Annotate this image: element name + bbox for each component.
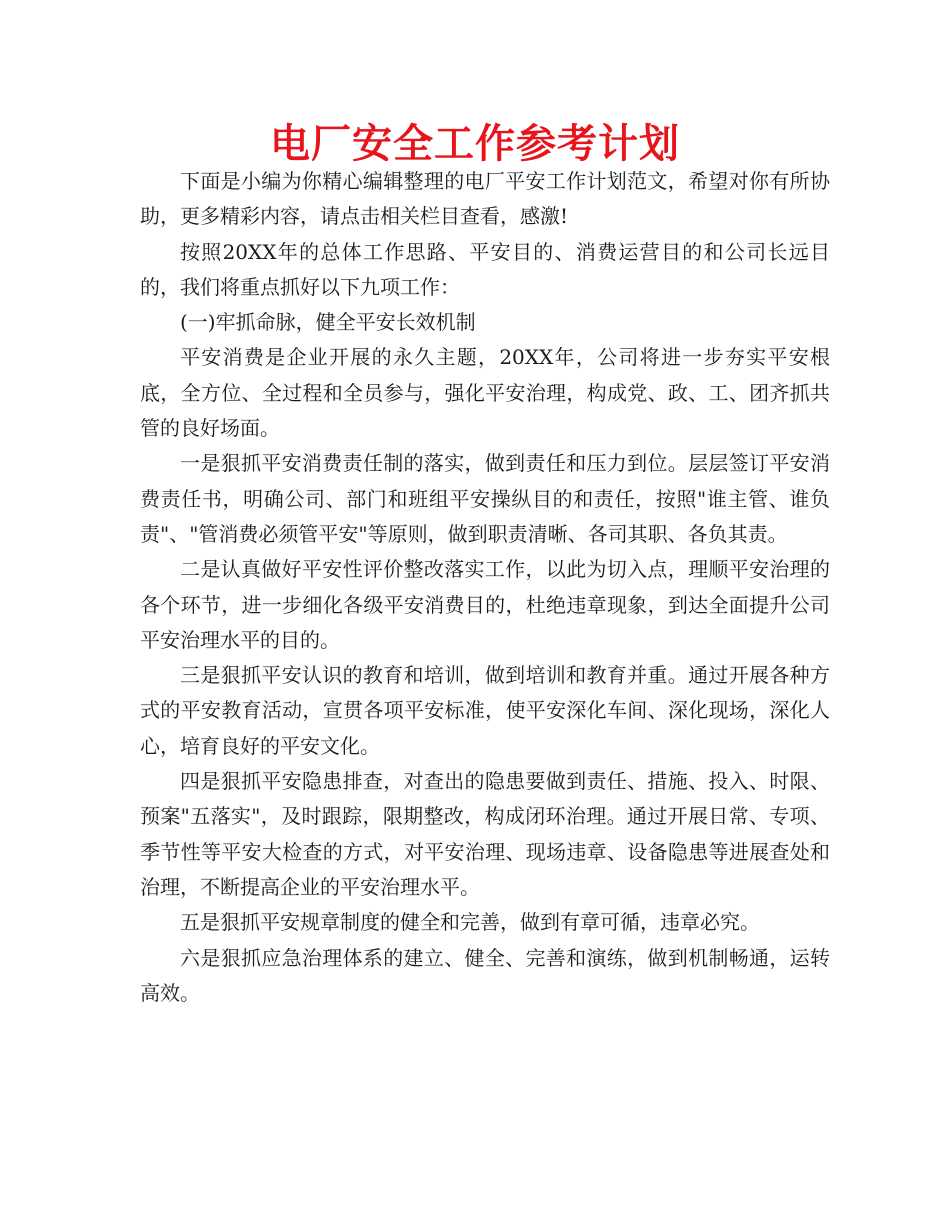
paragraph-intro: 下面是小编为你精心编辑整理的电厂平安工作计划范文，希望对你有所协助，更多精彩内容，请点击相关栏目查看，感激!	[140, 169, 830, 229]
section-heading-1: (一)牢抓命脉，健全平安长效机制	[180, 310, 476, 335]
paragraph-item-2: 二是认真做好平安性评价整改落实工作，以此为切入点，理顺平安治理的各个环节，进一步细化各级平安消费目的，杜绝违章现象，到达全面提升公司平安治理水平的目的。	[140, 557, 830, 652]
paragraph-overview: 按照20XX年的总体工作思路、平安目的、消费运营目的和公司长远目的，我们将重点抓好以下九项工作：	[140, 239, 830, 299]
paragraph-item-5: 五是狠抓平安规章制度的健全和完善，做到有章可循，违章必究。	[180, 910, 760, 935]
paragraph-item-6: 六是狠抓应急治理体系的建立、健全、完善和演练，做到机制畅通，运转高效。	[140, 945, 830, 1005]
document-title: 电厂安全工作参考计划	[270, 121, 680, 167]
paragraph-section-1: 平安消费是企业开展的永久主题，20XX年，公司将进一步夯实平安根底，全方位、全过程和全员参与，强化平安治理，构成党、政、工、团齐抓共管的良好场面。	[140, 345, 830, 441]
document-body	[140, 164, 830, 1011]
paragraph-item-4: 四是狠抓平安隐患排查，对查出的隐患要做到责任、措施、投入、时限、预案"五落实"，及时跟踪，限期整改，构成闭环治理。通过开展日常、专项、季节性等平安大检查的方式，对平安治理、现场违章、设备隐患等进展查处和治理，不断提高企业的平安治理水平。	[140, 769, 830, 899]
paragraph-item-1: 一是狠抓平安消费责任制的落实，做到责任和压力到位。层层签订平安消费责任书，明确公司、部门和班组平安操纵目的和责任，按照"谁主管、谁负责"、"管消费必须管平安"等原则，做到职责清晰、各司其职、各负其责。	[140, 451, 830, 546]
paragraph-item-3: 三是狠抓平安认识的教育和培训，做到培训和教育并重。通过开展各种方式的平安教育活动，宣贯各项平安标准，使平安深化车间、深化现场，深化人心，培育良好的平安文化。	[140, 663, 830, 758]
